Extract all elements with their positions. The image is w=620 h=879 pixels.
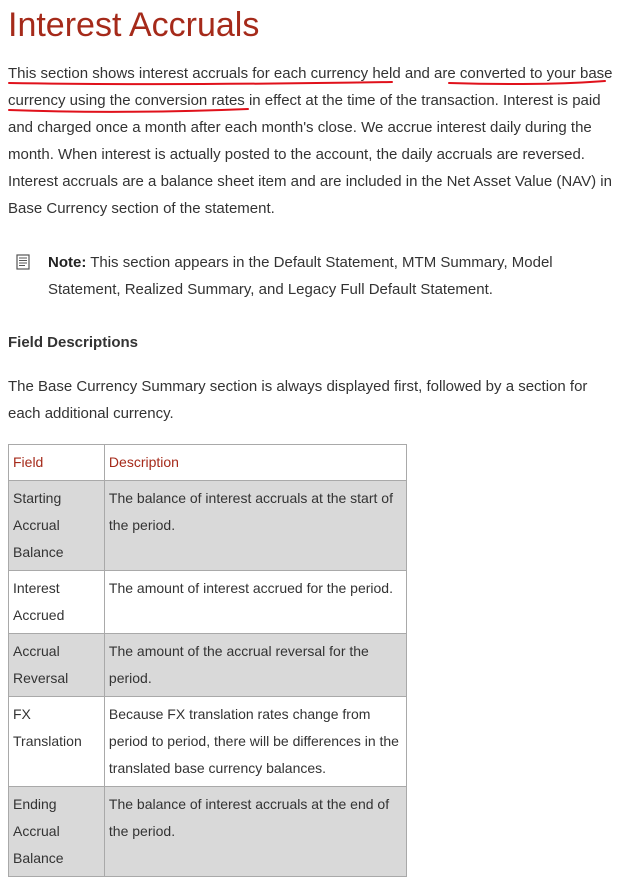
note-label: Note: [48, 254, 87, 271]
table-row [9, 571, 407, 634]
intro-text-2: and are [400, 65, 460, 82]
intro-text-4: in effect at the time of the transaction. Interest is paid and charged once a month after each month's close. We accrue interest daily during the month. When interest is actually posted to the account, the daily accruals are reversed. Interest accruals are a balance sheet item and are included in the Net Asset Value (NAV) in Base Currency section of the statement. [8, 92, 612, 217]
field-cell: Interest Accrued [9, 571, 105, 634]
header-field: Field [9, 445, 105, 481]
highlight-converted: converted to your base [459, 65, 613, 82]
field-cell: Starting Accrual Balance [9, 481, 105, 571]
field-cell: Ending Accrual Balance [9, 787, 105, 877]
description-cell: The amount of interest accrued for the period. [104, 571, 406, 634]
page-title: Interest Accruals [8, 6, 260, 44]
highlight-held: This section shows interest accruals for each currency held [8, 65, 401, 82]
table-header-row [9, 445, 407, 481]
table-row [9, 481, 407, 571]
highlight-conversion-rates: currency using the conversion rates [8, 92, 245, 109]
description-cell: The amount of the accrual reversal for the period. [104, 634, 406, 697]
note-body: This section appears in the Default Statement, MTM Summary, Model Statement, Realized Summary, and Legacy Full Default Statement. [48, 254, 553, 298]
field-descriptions-heading: Field Descriptions [8, 334, 139, 351]
description-cell: The balance of interest accruals at the end of the period. [104, 787, 406, 877]
intro-paragraph [8, 60, 620, 222]
description-cell: Because FX translation rates change from period to period, there will be differences in the translated base currency balances. [104, 697, 406, 787]
table-row [9, 787, 407, 877]
field-cell: FX Translation [9, 697, 105, 787]
summary-paragraph: The Base Currency Summary section is always displayed first, followed by a section for each additional currency. [8, 378, 588, 422]
field-cell: Accrual Reversal [9, 634, 105, 697]
note-icon [16, 254, 30, 270]
table-row [9, 697, 407, 787]
description-cell: The balance of interest accruals at the start of the period. [104, 481, 406, 571]
note-text [48, 249, 568, 303]
field-table [8, 444, 407, 877]
header-description: Description [104, 445, 406, 481]
table-row [9, 634, 407, 697]
